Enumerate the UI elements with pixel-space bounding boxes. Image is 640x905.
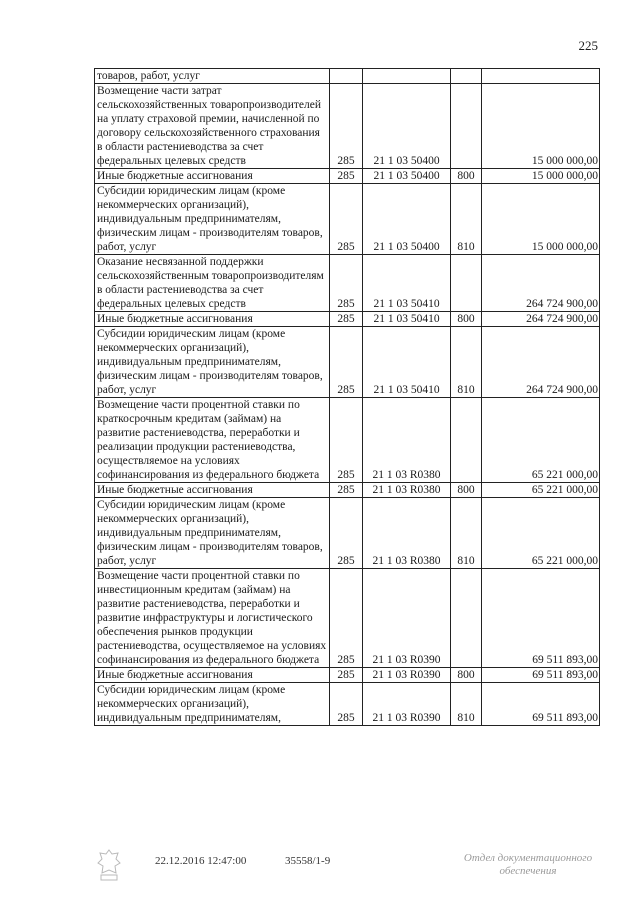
table-row [95,683,600,726]
table-row [95,184,600,255]
table-row [95,69,600,84]
table-row [95,255,600,312]
row-gov-code: 285 [330,169,363,184]
row-amount: 65 221 000,00 [482,483,600,498]
row-gov-code: 285 [330,327,363,398]
row-description: Субсидии юридическим лицам (кроме некоммерческих организаций), индивидуальным предпринимателям, физическим лицам - производителям товаров, работ, услуг [95,184,330,255]
table-row [95,569,600,668]
row-amount: 264 724 900,00 [482,327,600,398]
row-description: Субсидии юридическим лицам (кроме некоммерческих организаций), индивидуальным предпринимателям, [95,683,330,726]
row-description: Иные бюджетные ассигнования [95,312,330,327]
row-expense-type: 800 [451,169,482,184]
row-amount [482,69,600,84]
row-target-code: 21 1 03 50400 [363,184,451,255]
row-amount: 15 000 000,00 [482,84,600,169]
row-gov-code: 285 [330,483,363,498]
row-description: Субсидии юридическим лицам (кроме некоммерческих организаций), индивидуальным предпринимателям, физическим лицам - производителям товаров, работ, услуг [95,327,330,398]
row-amount: 15 000 000,00 [482,169,600,184]
row-target-code: 21 1 03 R0390 [363,683,451,726]
department-stamp [448,852,608,878]
row-description: Возмещение части процентной ставки по инвестиционным кредитам (займам) на развитие растениеводства, переработки и развитие инфраструктуры и логистического обеспечения рынков продукции растениеводства, осуществляемое на условиях софинансирования из федерального бюджета [95,569,330,668]
row-amount: 65 221 000,00 [482,398,600,483]
table-row [95,327,600,398]
row-target-code [363,69,451,84]
row-gov-code: 285 [330,84,363,169]
row-expense-type: 800 [451,668,482,683]
row-gov-code [330,69,363,84]
row-gov-code: 285 [330,498,363,569]
row-amount: 69 511 893,00 [482,668,600,683]
table-row [95,483,600,498]
row-description: Оказание несвязанной поддержки сельскохозяйственным товаропроизводителям в области растениеводства за счет федеральных целевых средств [95,255,330,312]
table-row [95,398,600,483]
row-target-code: 21 1 03 R0380 [363,483,451,498]
row-description: Возмещение части затрат сельскохозяйственных товаропроизводителей на уплату страховой премии, начисленной по договору сельскохозяйственного страхования в области растениеводства за счет федеральных целевых средств [95,84,330,169]
row-target-code: 21 1 03 50400 [363,169,451,184]
row-amount: 264 724 900,00 [482,255,600,312]
coat-of-arms-emblem-icon [96,848,122,882]
row-gov-code: 285 [330,668,363,683]
table-row [95,312,600,327]
row-description: Субсидии юридическим лицам (кроме некоммерческих организаций), индивидуальным предпринимателям, физическим лицам - производителям товаров, работ, услуг [95,498,330,569]
row-target-code: 21 1 03 50410 [363,255,451,312]
row-amount: 65 221 000,00 [482,498,600,569]
row-gov-code: 285 [330,683,363,726]
row-expense-type: 810 [451,683,482,726]
row-expense-type [451,69,482,84]
row-target-code: 21 1 03 R0380 [363,398,451,483]
budget-table [94,68,600,726]
table-row [95,498,600,569]
row-amount: 264 724 900,00 [482,312,600,327]
row-expense-type [451,255,482,312]
row-description: товаров, работ, услуг [95,69,330,84]
row-expense-type: 800 [451,483,482,498]
row-expense-type: 810 [451,184,482,255]
row-description: Иные бюджетные ассигнования [95,483,330,498]
row-target-code: 21 1 03 50410 [363,327,451,398]
table-row [95,84,600,169]
row-gov-code: 285 [330,184,363,255]
row-description: Иные бюджетные ассигнования [95,668,330,683]
row-expense-type [451,569,482,668]
row-amount: 69 511 893,00 [482,569,600,668]
table-row [95,169,600,184]
row-gov-code: 285 [330,569,363,668]
row-expense-type [451,398,482,483]
footer-document-number: 35558/1-9 [285,855,331,867]
row-description: Возмещение части процентной ставки по краткосрочным кредитам (займам) на развитие растениеводства, переработки и реализации продукции растениеводства, осуществляемое на условиях софинансирования из федерального бюджета [95,398,330,483]
row-target-code: 21 1 03 R0390 [363,569,451,668]
stamp-line-1: Отдел документационного [463,852,593,864]
row-target-code: 21 1 03 R0380 [363,498,451,569]
row-amount: 15 000 000,00 [482,184,600,255]
row-target-code: 21 1 03 50410 [363,312,451,327]
row-gov-code: 285 [330,398,363,483]
row-expense-type: 810 [451,327,482,398]
table-body [95,69,600,726]
row-target-code: 21 1 03 R0390 [363,668,451,683]
footer-datetime: 22.12.2016 12:47:00 [155,855,247,867]
row-expense-type: 800 [451,312,482,327]
table-row [95,668,600,683]
page-number: 225 [578,38,598,53]
stamp-line-2: обеспечения [499,865,557,877]
row-amount: 69 511 893,00 [482,683,600,726]
row-target-code: 21 1 03 50400 [363,84,451,169]
row-gov-code: 285 [330,255,363,312]
row-expense-type: 810 [451,498,482,569]
row-expense-type [451,84,482,169]
row-gov-code: 285 [330,312,363,327]
row-description: Иные бюджетные ассигнования [95,169,330,184]
